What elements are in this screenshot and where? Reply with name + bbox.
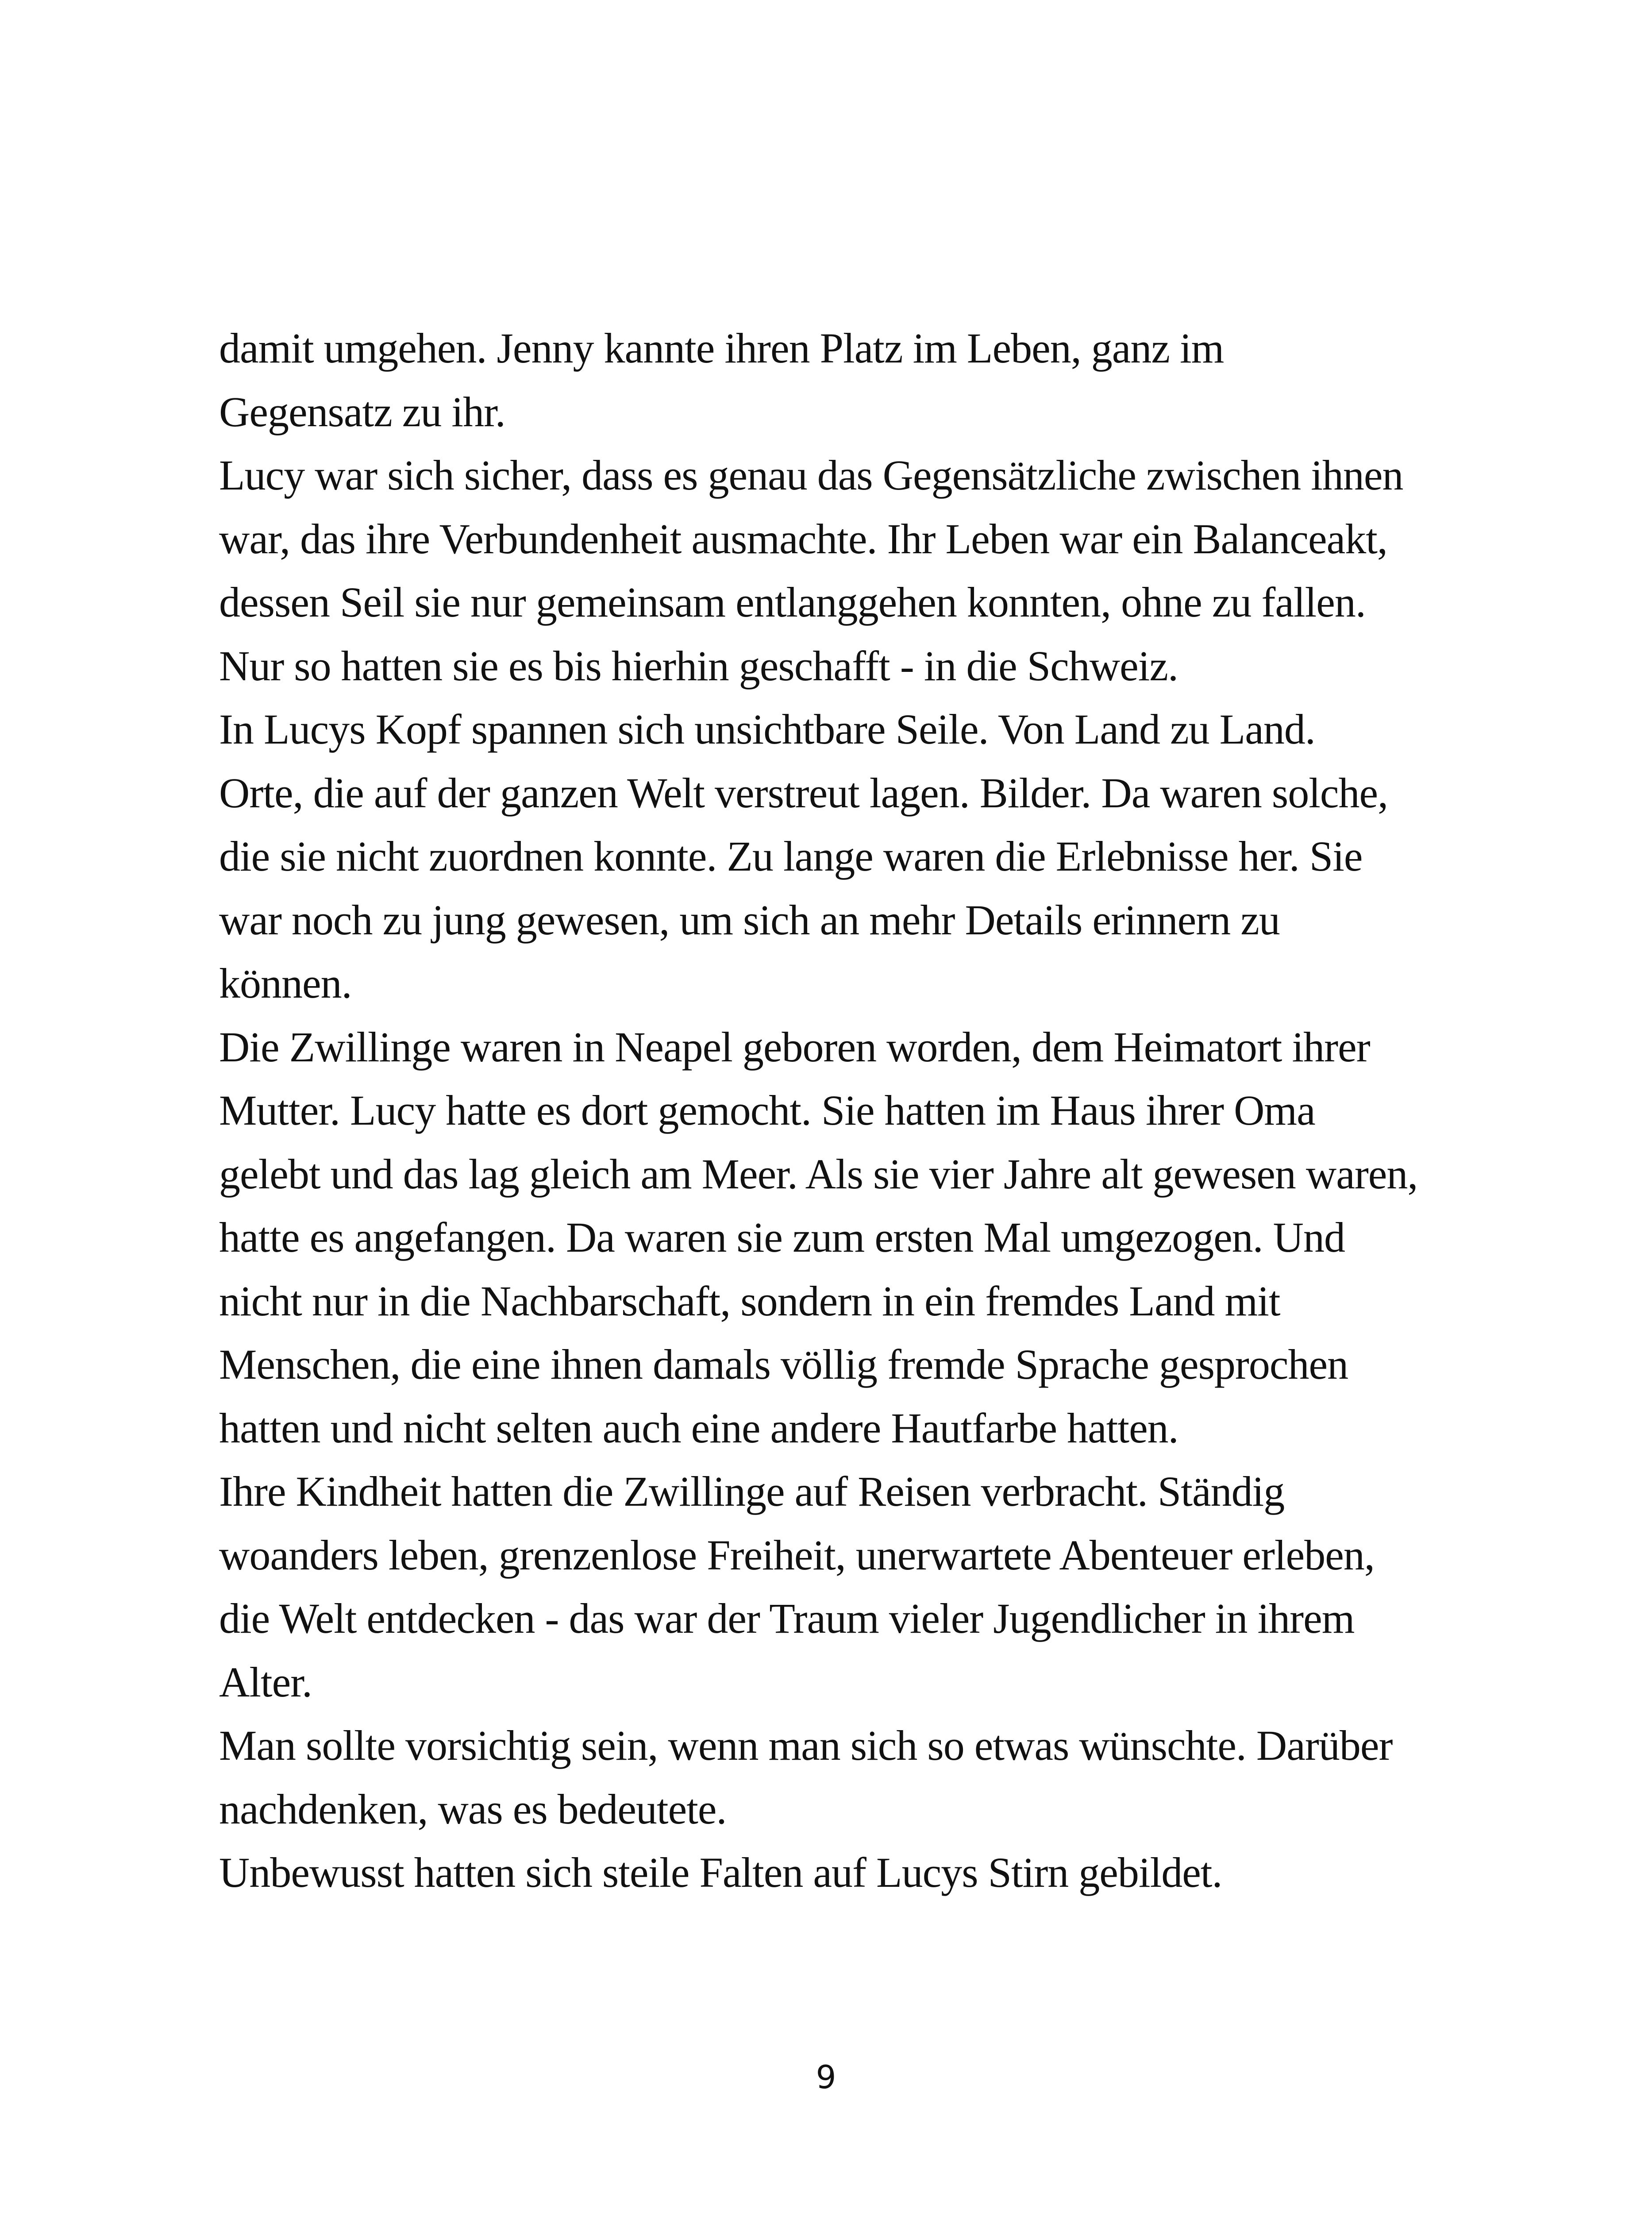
- text-line: Orte, die auf der ganzen Welt verstreut lagen. Bilder. Da waren solche,: [219, 769, 1388, 817]
- text-line: woanders leben, grenzenlose Freiheit, unerwartete Abenteuer erleben,: [219, 1531, 1375, 1579]
- text-line: können.: [219, 960, 352, 1007]
- text-line: hatte es angefangen. Da waren sie zum ersten Mal umgezogen. Und: [219, 1214, 1345, 1261]
- page-number: 9: [816, 2058, 836, 2096]
- text-line: damit umgehen. Jenny kannte ihren Platz im Leben, ganz im: [219, 324, 1224, 372]
- text-line: Man sollte vorsichtig sein, wenn man sich so etwas wünschte. Darüber: [219, 1722, 1393, 1769]
- text-line: Die Zwillinge waren in Neapel geboren worden, dem Heimatort ihrer: [219, 1023, 1370, 1071]
- text-line: Lucy war sich sicher, dass es genau das Gegensätzliche zwischen ihnen: [219, 451, 1403, 499]
- text-line: gelebt und das lag gleich am Meer. Als sie vier Jahre alt gewesen waren,: [219, 1150, 1418, 1198]
- body-text: [219, 316, 1458, 1905]
- text-line: Alter.: [219, 1658, 312, 1706]
- text-line: Menschen, die eine ihnen damals völlig fremde Sprache gesprochen: [219, 1341, 1348, 1388]
- text-line: nicht nur in die Nachbarschaft, sondern in ein fremdes Land mit: [219, 1277, 1280, 1325]
- text-line: Nur so hatten sie es bis hierhin geschafft - in die Schweiz.: [219, 642, 1178, 690]
- text-line: Gegensatz zu ihr.: [219, 388, 505, 436]
- text-line: die Welt entdecken - das war der Traum vieler Jugendlicher in ihrem: [219, 1595, 1355, 1642]
- text-line: war noch zu jung gewesen, um sich an mehr Details erinnern zu: [219, 896, 1280, 944]
- text-line: dessen Seil sie nur gemeinsam entlanggehen konnten, ohne zu fallen.: [219, 578, 1366, 626]
- text-line: Unbewusst hatten sich steile Falten auf Lucys Stirn gebildet.: [219, 1849, 1222, 1896]
- text-line: Mutter. Lucy hatte es dort gemocht. Sie hatten im Haus ihrer Oma: [219, 1087, 1315, 1134]
- text-line: Ihre Kindheit hatten die Zwillinge auf Reisen verbracht. Ständig: [219, 1468, 1285, 1515]
- text-line: nachdenken, was es bedeutete.: [219, 1785, 727, 1833]
- text-line: hatten und nicht selten auch eine andere Hautfarbe hatten.: [219, 1404, 1178, 1452]
- text-line: war, das ihre Verbundenheit ausmachte. Ihr Leben war ein Balanceakt,: [219, 515, 1387, 563]
- text-line: die sie nicht zuordnen konnte. Zu lange waren die Erlebnisse her. Sie: [219, 833, 1363, 880]
- text-line: In Lucys Kopf spannen sich unsichtbare Seile. Von Land zu Land.: [219, 706, 1315, 753]
